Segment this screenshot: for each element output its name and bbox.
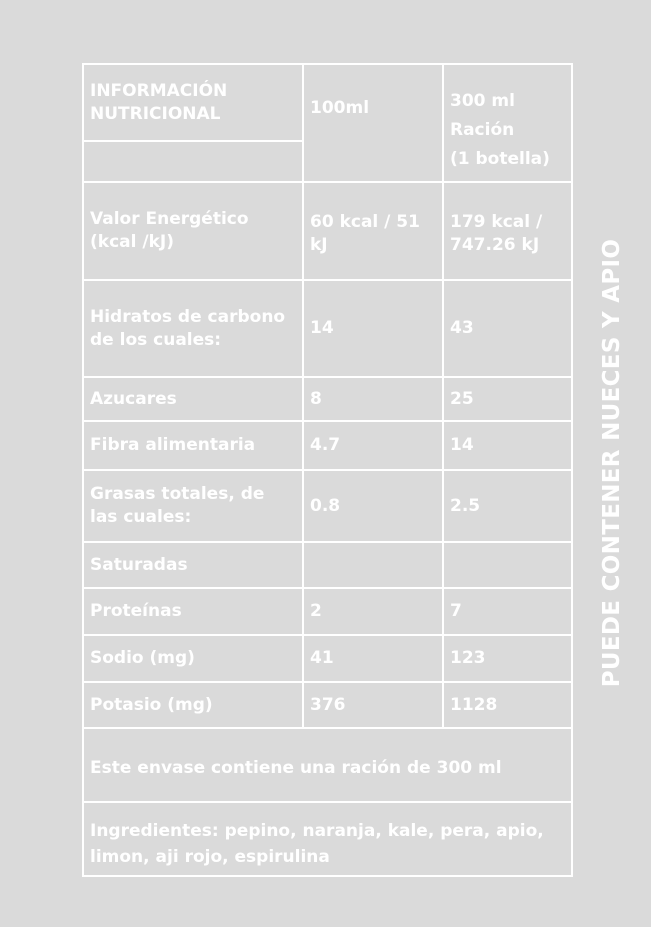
- ingredients-text: Ingredientes: pepino, naranja, kale, pera, apio, limon, aji rojo, espirulina: [83, 802, 572, 876]
- row-value-serving: 179 kcal / 747.26 kJ: [443, 182, 572, 280]
- row-value-serving: 7: [443, 588, 572, 635]
- row-value-100ml: 8: [303, 377, 443, 421]
- row-value-serving: 123: [443, 635, 572, 682]
- table-header-empty-cell: [83, 141, 303, 182]
- row-label: Hidratos de carbono de los cuales:: [83, 280, 303, 377]
- table-row: [83, 588, 572, 635]
- table-row: [83, 542, 572, 588]
- row-label: Proteínas: [83, 588, 303, 635]
- row-value-serving: 14: [443, 421, 572, 470]
- col-header-serving-line1: 300 ml: [450, 91, 515, 111]
- table-title-line2: NUTRICIONAL: [90, 103, 221, 124]
- table-row: [83, 421, 572, 470]
- row-value-serving: 43: [443, 280, 572, 377]
- row-value-100ml: 4.7: [303, 421, 443, 470]
- row-value-100ml: 41: [303, 635, 443, 682]
- row-label: Grasas totales, de las cuales:: [83, 470, 303, 542]
- row-value-serving: 1128: [443, 682, 572, 728]
- table-title-line1: INFORMACIÓN: [90, 80, 228, 101]
- table-row: [83, 182, 572, 280]
- row-value-serving: 2.5: [443, 470, 572, 542]
- col-header-serving-line3: (1 botella): [450, 149, 550, 169]
- row-value-100ml: 0.8: [303, 470, 443, 542]
- row-value-100ml: 2: [303, 588, 443, 635]
- col-header-serving: [443, 64, 572, 182]
- row-value-100ml: 376: [303, 682, 443, 728]
- allergen-warning: PUEDE CONTENER NUECES Y APIO: [599, 238, 625, 688]
- table-title-cell: [83, 64, 303, 141]
- row-label: Saturadas: [83, 542, 303, 588]
- row-value-100ml: 60 kcal / 51 kJ: [303, 182, 443, 280]
- ingredients-row: [83, 802, 572, 876]
- table-row: [83, 470, 572, 542]
- row-label: Sodio (mg): [83, 635, 303, 682]
- col-header-100ml-label: 100ml: [310, 98, 370, 118]
- row-value-100ml: 14: [303, 280, 443, 377]
- table-row: [83, 682, 572, 728]
- row-value-serving: [443, 542, 572, 588]
- row-label: Valor Energético (kcal /kJ): [83, 182, 303, 280]
- nutrition-table: [82, 63, 573, 877]
- row-label: Potasio (mg): [83, 682, 303, 728]
- col-header-100ml: [303, 64, 443, 182]
- serving-note: Este envase contiene una ración de 300 ml: [83, 728, 572, 802]
- table-row: [83, 635, 572, 682]
- row-label: Fibra alimentaria: [83, 421, 303, 470]
- serving-note-row: [83, 728, 572, 802]
- row-label: Azucares: [83, 377, 303, 421]
- table-row: [83, 280, 572, 377]
- col-header-serving-line2: Ración: [450, 120, 515, 140]
- row-value-serving: 25: [443, 377, 572, 421]
- row-value-100ml: [303, 542, 443, 588]
- table-row: [83, 377, 572, 421]
- table-header-row: [83, 64, 572, 141]
